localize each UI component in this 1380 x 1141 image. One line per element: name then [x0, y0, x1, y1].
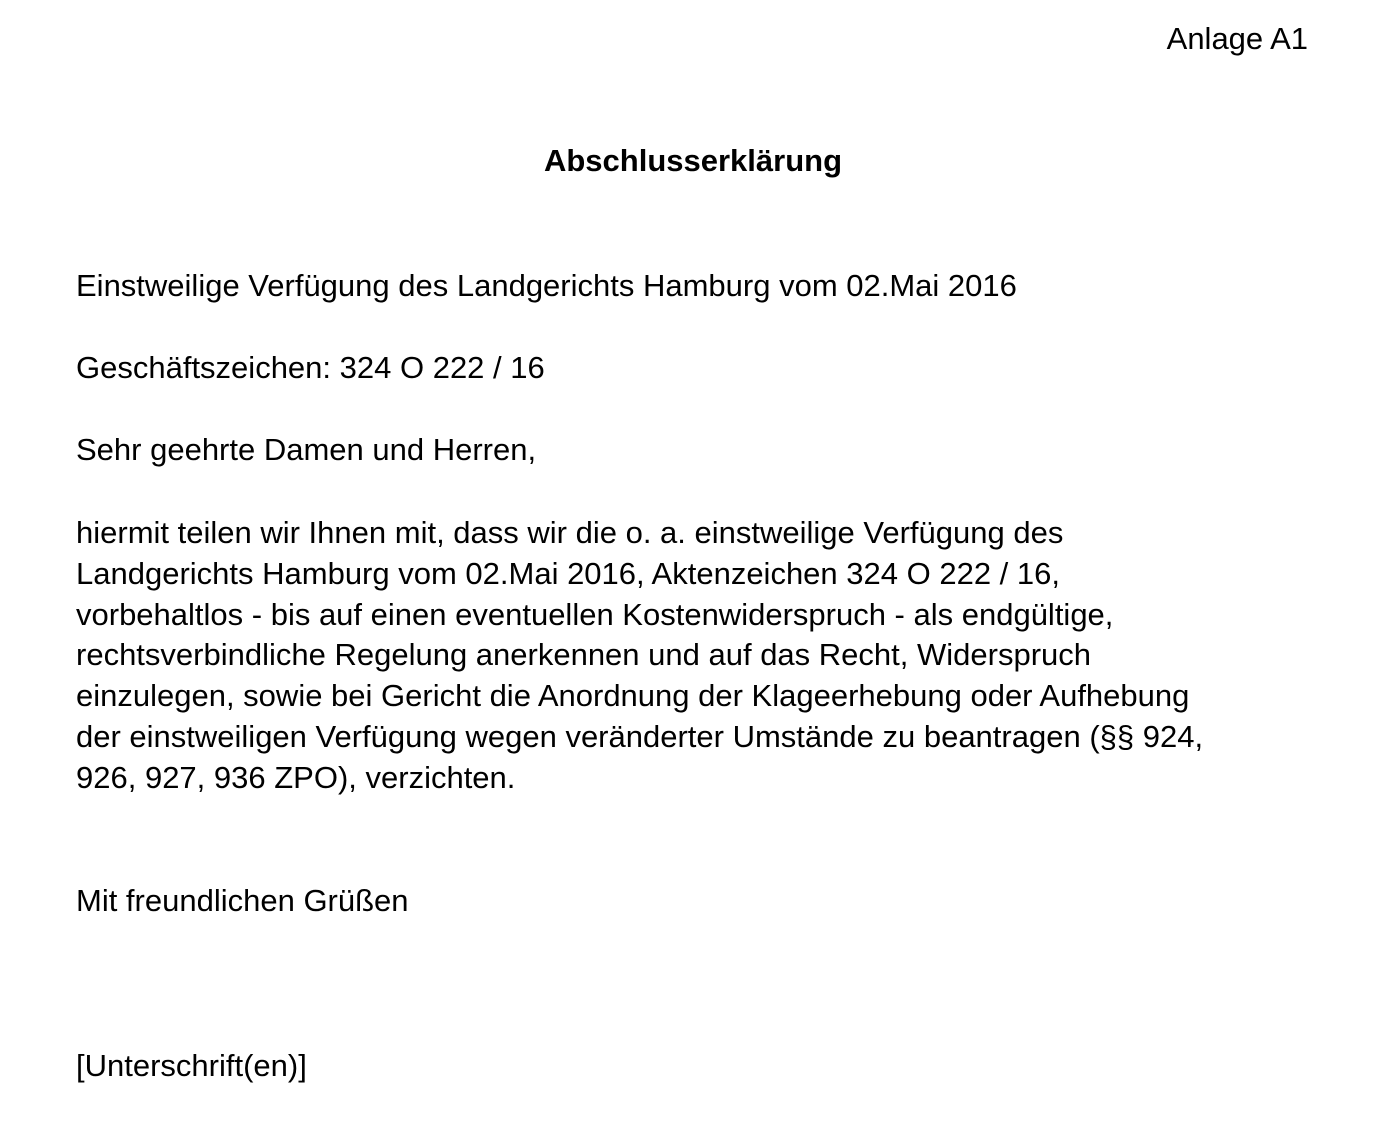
signature-placeholder: [Unterschrift(en)] — [76, 1048, 307, 1083]
body-line: 926, 927, 936 ZPO), verzichten. — [76, 759, 516, 795]
annex-label: Anlage A1 — [1166, 21, 1308, 56]
body-line: vorbehaltlos - bis auf einen eventuellen Kostenwiderspruch - als endgültige, — [76, 596, 1114, 632]
body-line: rechtsverbindliche Regelung anerkennen und auf das Recht, Widerspruch — [76, 637, 1091, 673]
body-paragraph — [76, 513, 1316, 799]
body-line: der einstweiligen Verfügung wegen veränderter Umstände zu beantragen (§§ 924, — [76, 718, 1204, 754]
reference-line: Einstweilige Verfügung des Landgerichts Hamburg vom 02.Mai 2016 — [76, 268, 1017, 303]
closing-line: Mit freundlichen Grüßen — [76, 883, 409, 918]
salutation: Sehr geehrte Damen und Herren, — [76, 432, 537, 467]
body-line: Landgerichts Hamburg vom 02.Mai 2016, Aktenzeichen 324 O 222 / 16, — [76, 555, 1060, 591]
body-line: hiermit teilen wir Ihnen mit, dass wir die o. a. einstweilige Verfügung des — [76, 515, 1064, 550]
body-line: einzulegen, sowie bei Gericht die Anordnung der Klageerhebung oder Aufhebung — [76, 678, 1190, 714]
file-number-line: Geschäftszeichen: 324 O 222 / 16 — [76, 350, 545, 385]
document-title: Abschlusserklärung — [543, 143, 843, 178]
